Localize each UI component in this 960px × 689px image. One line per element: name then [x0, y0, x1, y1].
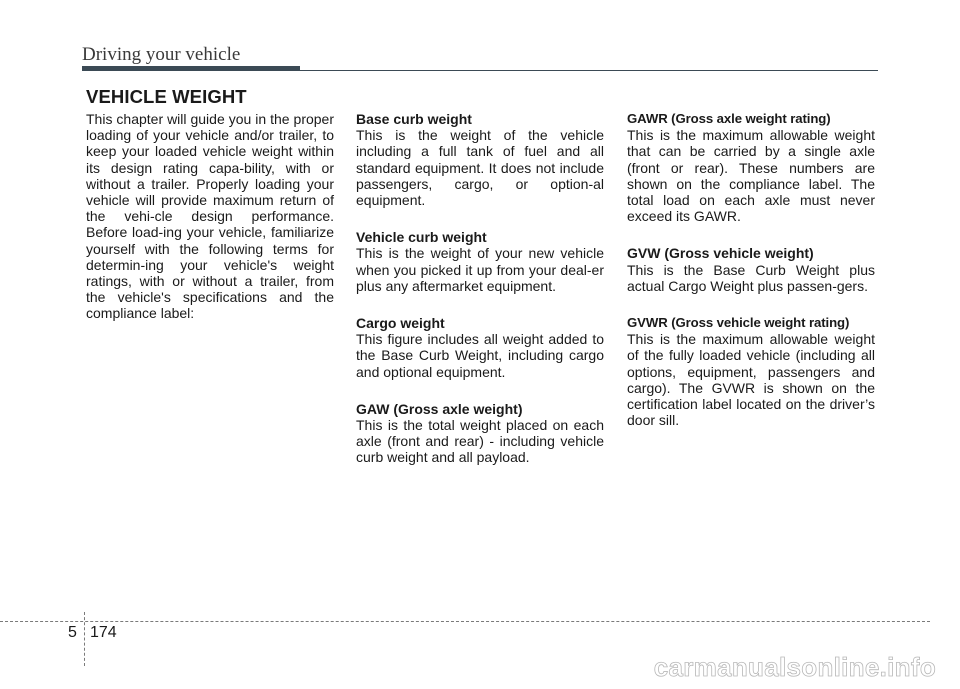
term-gaw: [356, 401, 604, 466]
footer-divider: [0, 621, 930, 622]
column-2: [356, 111, 604, 487]
section-title: Driving your vehicle: [82, 44, 241, 65]
term-text: This is the weight of the vehicle including a full tank of fuel and all standard equipment. It does not include passengers, cargo, or option-al equipment.: [356, 127, 604, 209]
term-title: GVWR (Gross vehicle weight rating): [627, 315, 850, 331]
header-rule-thin: [300, 70, 878, 71]
header-rule-thick: [82, 66, 300, 71]
column-3: [627, 111, 875, 449]
term-gvwr: [627, 315, 875, 428]
term-text: This is the weight of your new vehicle when you picked it up from your deal-er plus any aftermarket equipment.: [356, 245, 604, 294]
term-title: GAWR (Gross axle weight rating): [627, 111, 831, 126]
page-heading: VEHICLE WEIGHT: [86, 86, 247, 107]
term-text: This is the maximum allowable weight of the fully loaded vehicle (including all options, equipment, passengers and cargo). The GVWR is shown on the certification label located on the driver’s door sill.: [627, 331, 875, 429]
page-number: 174: [90, 624, 117, 641]
watermark: carmanualsonline.info: [653, 652, 936, 682]
term-text: This is the Base Curb Weight plus actual Cargo Weight plus passen-gers.: [627, 261, 875, 294]
chapter-number: 5: [68, 624, 77, 641]
term-text: This is the total weight placed on each axle (front and rear) - including vehicle curb weight and all payload.: [356, 417, 604, 466]
footer-vertical-divider: [84, 612, 85, 666]
term-title: Cargo weight: [356, 315, 445, 332]
term-text: This figure includes all weight added to the Base Curb Weight, including cargo and optional equipment.: [356, 331, 604, 380]
term-title: GAW (Gross axle weight): [356, 400, 523, 417]
intro-paragraph: This chapter will guide you in the proper loading of your vehicle and/or trailer, to keep your loaded vehicle weight within its design rating capa-bility, with or without a trailer. Properly loading your vehicle will provide maximum return of the vehi-cle design performance. Before load-ing your vehicle, familiarize yourself with the following terms for determin-ing your vehicle's weight ratings, with or without a trailer, from the vehicle's specifications and the compliance label:: [86, 111, 334, 322]
term-text: This is the maximum allowable weight that can be carried by a single axle (front or rear). These numbers are shown on the compliance label. The total load on each axle must never exceed its GAWR.: [627, 127, 875, 225]
term-gvw: [627, 245, 875, 294]
term-base-curb-weight: [356, 111, 604, 208]
term-gawr: [627, 111, 875, 224]
term-title: GVW (Gross vehicle weight): [627, 245, 814, 262]
term-title: Base curb weight: [356, 111, 472, 127]
column-1: [86, 111, 334, 322]
term-title: Vehicle curb weight: [356, 229, 487, 246]
term-cargo-weight: [356, 315, 604, 380]
term-vehicle-curb-weight: [356, 229, 604, 294]
